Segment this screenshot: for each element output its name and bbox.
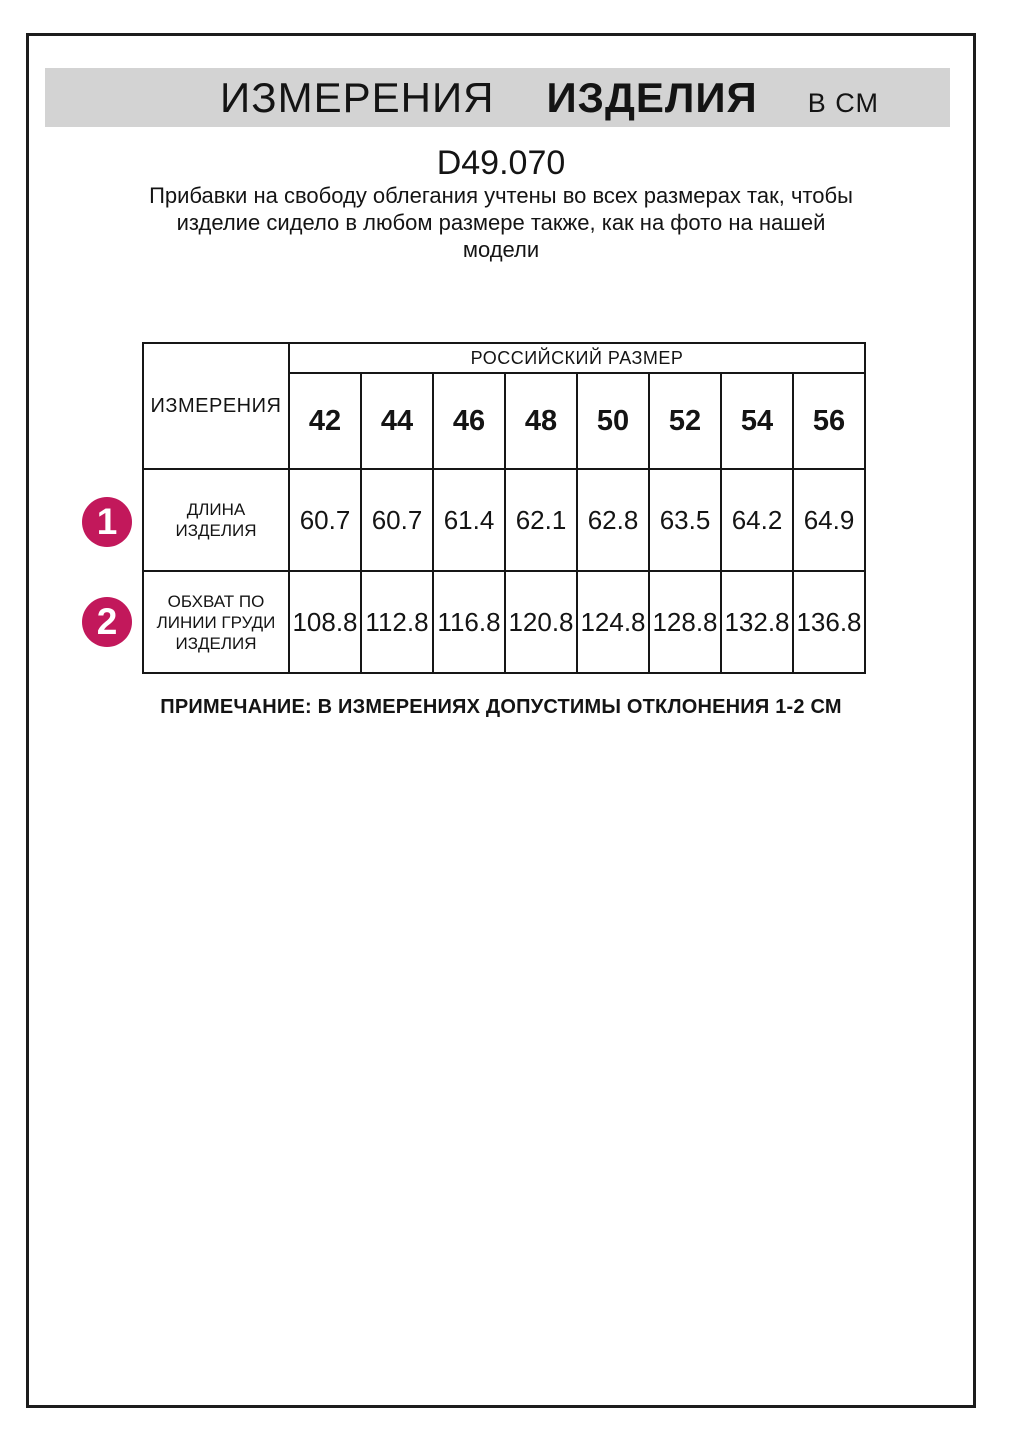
size-header: 48 — [505, 373, 577, 469]
title-bar — [45, 68, 950, 127]
table-corner-header: ИЗМЕРЕНИЯ — [143, 343, 289, 469]
row-marker-1-badge: 1 — [82, 497, 132, 547]
table-value: 128.8 — [649, 571, 721, 673]
size-header: 46 — [433, 373, 505, 469]
table-value: 61.4 — [433, 469, 505, 571]
table-value: 63.5 — [649, 469, 721, 571]
title-word-izdeliya: ИЗДЕЛИЯ — [546, 74, 758, 121]
table-value: 132.8 — [721, 571, 793, 673]
size-header: 52 — [649, 373, 721, 469]
title-word-izmereniya: ИЗМЕРЕНИЯ — [220, 74, 495, 121]
description-paragraph — [26, 182, 976, 263]
size-group-header: РОССИЙСКИЙ РАЗМЕР — [289, 343, 865, 373]
table-value: 62.8 — [577, 469, 649, 571]
table-value: 64.2 — [721, 469, 793, 571]
description-line: изделие сидело в любом размере также, как на фото на нашей — [176, 210, 826, 235]
table-value: 124.8 — [577, 571, 649, 673]
size-header: 54 — [721, 373, 793, 469]
table-value: 60.7 — [361, 469, 433, 571]
table-value: 62.1 — [505, 469, 577, 571]
size-header: 44 — [361, 373, 433, 469]
size-header: 56 — [793, 373, 865, 469]
size-header: 50 — [577, 373, 649, 469]
table-value: 120.8 — [505, 571, 577, 673]
row-label-chest: ОБХВАТ ПО ЛИНИИ ГРУДИ ИЗДЕЛИЯ — [143, 571, 289, 673]
size-table — [142, 342, 866, 674]
row-label-length: ДЛИНА ИЗДЕЛИЯ — [143, 469, 289, 571]
description-line: Прибавки на свободу облегания учтены во всех размерах так, чтобы — [149, 183, 853, 208]
table-value: 112.8 — [361, 571, 433, 673]
table-value: 136.8 — [793, 571, 865, 673]
note-text: ПРИМЕЧАНИЕ: В ИЗМЕРЕНИЯХ ДОПУСТИМЫ ОТКЛОНЕНИЯ 1-2 СМ — [160, 696, 842, 718]
size-header: 42 — [289, 373, 361, 469]
table-value: 108.8 — [289, 571, 361, 673]
title-unit-label: В СМ — [807, 88, 879, 118]
table-value: 60.7 — [289, 469, 361, 571]
description-line: модели — [462, 237, 540, 262]
table-value: 64.9 — [793, 469, 865, 571]
model-code: D49.070 — [436, 144, 566, 182]
row-marker-2-badge: 2 — [82, 597, 132, 647]
table-value: 116.8 — [433, 571, 505, 673]
